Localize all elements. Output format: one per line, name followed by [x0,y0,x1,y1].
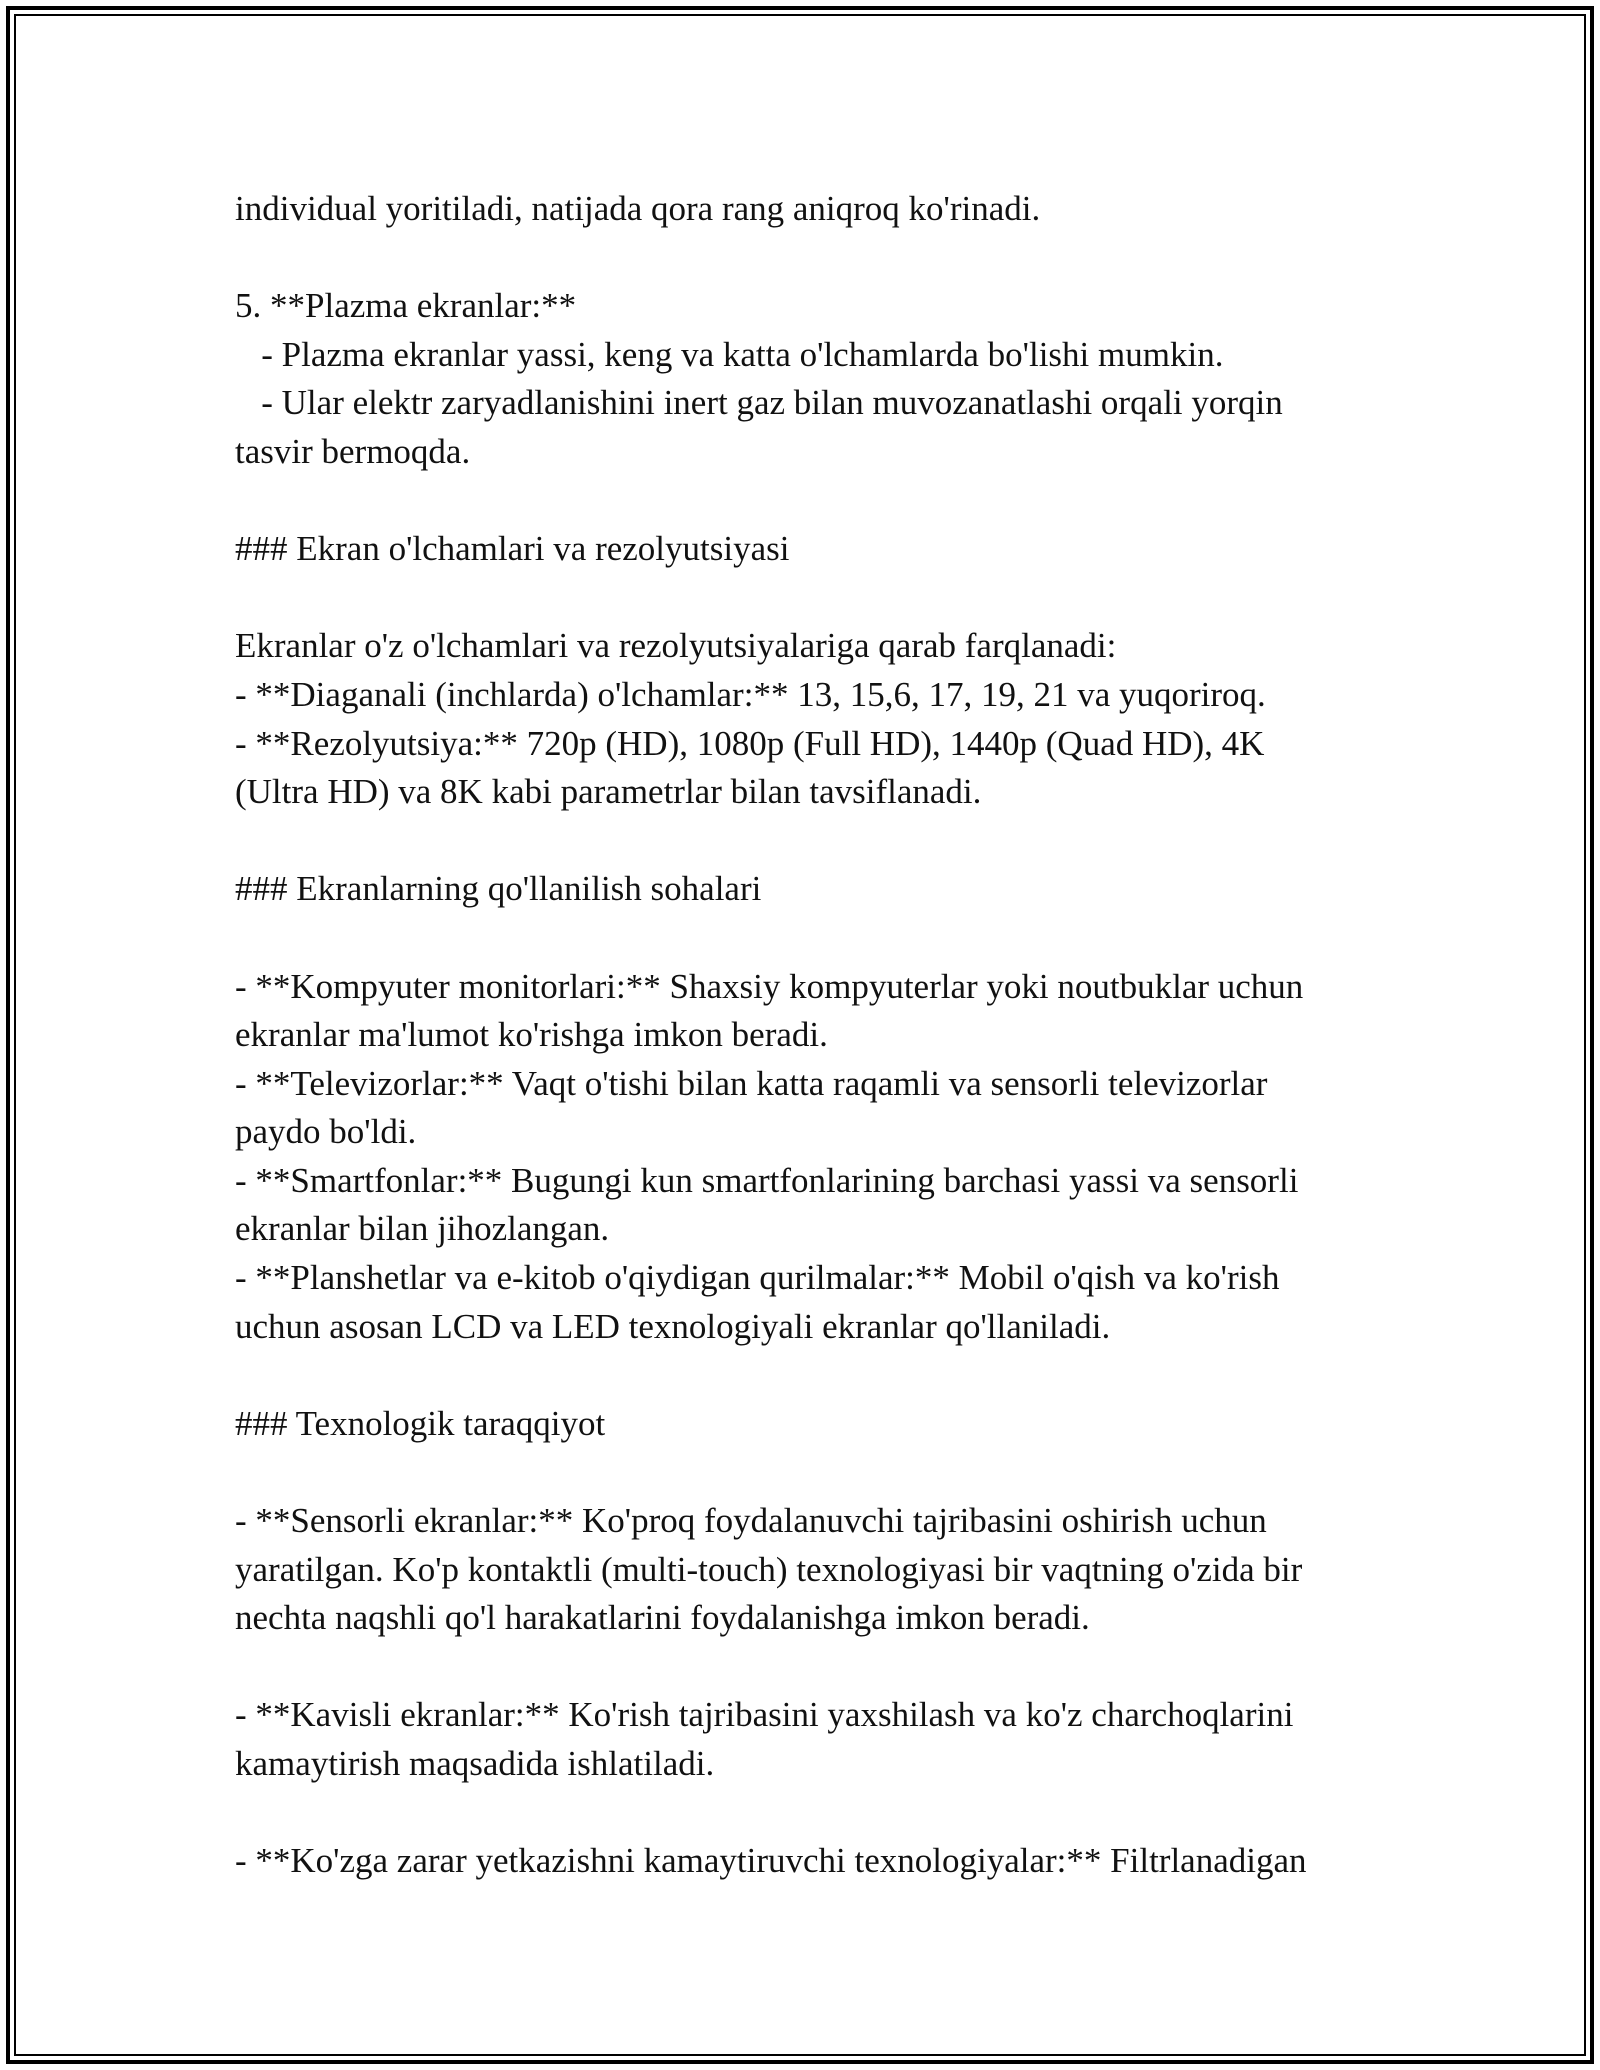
blank-line [235,1351,1370,1400]
text-line: - Plazma ekranlar yassi, keng va katta o'lchamlarda bo'lishi mumkin. [235,334,1224,374]
text-line: - **Televizorlar:** Vaqt o'tishi bilan katta raqamli va sensorli televizorlar [235,1063,1268,1103]
text-line: - **Ko'zga zarar yetkazishni kamaytiruvchi texnologiyalar:** Filtrlanadigan [235,1841,1307,1881]
text-line: - **Kavisli ekranlar:** Ko'rish tajribasini yaxshilash va ko'z charchoqlarini [235,1695,1294,1735]
section-heading: ### Texnologik taraqqiyot [235,1403,606,1443]
blank-line [235,477,1370,526]
text-line: - Ular elektr zaryadlanishini inert gaz bilan muvozanatlashi orqali yorqin [235,383,1283,423]
text-line: ekranlar ma'lumot ko'rishga imkon beradi. [235,1015,828,1055]
document-body [235,185,1370,1886]
blank-line [235,234,1370,283]
text-line: 5. **Plazma ekranlar:** [235,286,577,326]
section-heading: ### Ekranlarning qo'llanilish sohalari [235,869,762,909]
blank-line [235,817,1370,866]
text-line: individual yoritiladi, natijada qora rang aniqroq ko'rinadi. [235,189,1041,228]
blank-line [235,914,1370,963]
text-line: yaratilgan. Ko'p kontaktli (multi-touch) texnologiyasi bir vaqtning o'zida bir [235,1549,1303,1589]
text-line: tasvir bermoqda. [235,431,471,471]
text-line: nechta naqshli qo'l harakatlarini foydalanishga imkon beradi. [235,1598,1090,1638]
text-line: Ekranlar o'z o'lchamlari va rezolyutsiyalariga qarab farqlanadi: [235,626,1117,666]
text-line: paydo bo'ldi. [235,1112,417,1152]
blank-line [235,1448,1370,1497]
text-line: - **Rezolyutsiya:** 720p (HD), 1080p (Full HD), 1440p (Quad HD), 4K [235,723,1265,763]
text-line: - **Sensorli ekranlar:** Ko'proq foydalanuvchi tajribasini oshirish uchun [235,1501,1267,1541]
blank-line [235,1789,1370,1838]
blank-line [235,574,1370,623]
text-line: ekranlar bilan jihozlangan. [235,1209,610,1249]
text-line: - **Smartfonlar:** Bugungi kun smartfonlarining barchasi yassi va sensorli [235,1160,1299,1200]
section-heading: ### Ekran o'lchamlari va rezolyutsiyasi [235,529,790,569]
text-line: (Ultra HD) va 8K kabi parametrlar bilan tavsiflanadi. [235,772,982,812]
text-line: - **Kompyuter monitorlari:** Shaxsiy kompyuterlar yoki noutbuklar uchun [235,966,1304,1006]
text-line: uchun asosan LCD va LED texnologiyali ekranlar qo'llaniladi. [235,1306,1111,1346]
text-line: kamaytirish maqsadida ishlatiladi. [235,1744,715,1783]
text-line: - **Diaganali (inchlarda) o'lchamlar:** 13, 15,6, 17, 19, 21 va yuqoriroq. [235,674,1266,714]
blank-line [235,1643,1370,1692]
text-line: - **Planshetlar va e-kitob o'qiydigan qurilmalar:** Mobil o'qish va ko'rish [235,1258,1280,1298]
